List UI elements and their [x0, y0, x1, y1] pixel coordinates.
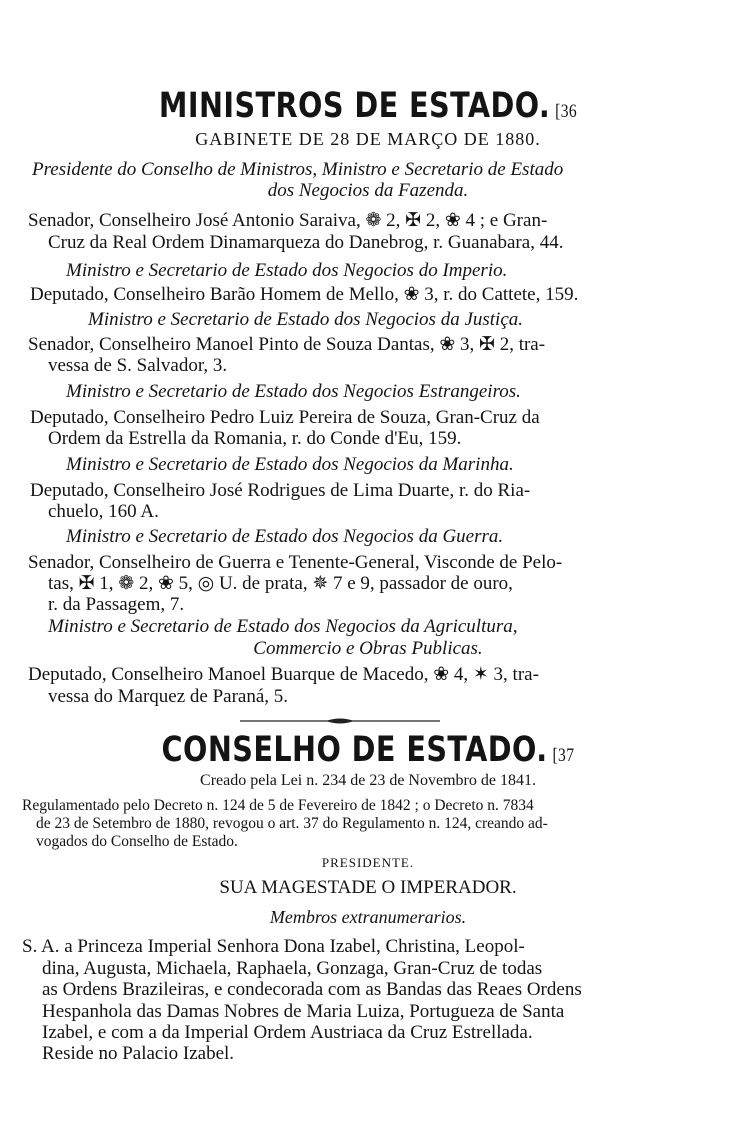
entry-lima-duarte-line2: chuelo, 160 A.	[48, 501, 159, 522]
members-heading: Membros extranumerarios.	[269, 907, 467, 927]
entry-saraiva-line1: Senador, Conselheiro José Antonio Saraiva, ❁ 2, ✠ 2, ❀ 4 ; e Gran-	[28, 210, 548, 231]
member-izabel-line1: S. A. a Princeza Imperial Senhora Dona Izabel, Christina, Leopol-	[22, 936, 525, 957]
section-title-conselho	[66, 730, 670, 770]
entry-pereira-line2: Ordem da Estrella da Romania, r. do Conde d'Eu, 159.	[48, 428, 462, 449]
member-izabel-line2: dina, Augusta, Michaela, Raphaela, Gonzaga, Gran-Cruz de todas	[42, 958, 543, 979]
conselho-title-text: CONSELHO DE ESTADO.	[161, 730, 548, 770]
cabinet-date: GABINETE DE 28 DE MARÇO DE 1880.	[195, 129, 541, 149]
conselho-regulation-line1: Regulamentado pelo Decreto n. 124 de 5 de Fevereiro de 1842 ; o Decreto n. 7834	[22, 797, 534, 814]
entry-pelotas-line1: Senador, Conselheiro de Guerra e Tenente-General, Visconde de Pelo-	[28, 552, 563, 573]
ministros-title-text: MINISTROS DE ESTADO.	[158, 86, 551, 126]
emperor-line: SUA MAGESTADE O IMPERADOR.	[219, 877, 517, 898]
entry-pereira-line1: Deputado, Conselheiro Pedro Luiz Pereira de Souza, Gran-Cruz da	[30, 407, 540, 428]
heading-marinha: Ministro e Secretario de Estado dos Negocios da Marinha.	[66, 454, 514, 475]
entry-dantas-line2: vessa de S. Salvador, 3.	[48, 355, 228, 376]
member-izabel-line4: Hespanhola das Damas Nobres de Maria Luiza, Portugueza de Santa	[42, 1001, 565, 1022]
conselho-created: Creado pela Lei n. 234 de 23 de Novembro de 1841.	[200, 772, 536, 789]
ministros-section-number: [36	[555, 101, 578, 122]
entry-saraiva-line2: Cruz da Real Ordem Dinamarqueza do Danebrog, r. Guanabara, 44.	[48, 232, 564, 253]
conselho-regulation-line3: vogados do Conselho de Estado.	[36, 833, 238, 850]
member-izabel-line3: as Ordens Brazileiras, e condecorada com as Bandas das Reaes Ordens	[42, 979, 582, 1000]
presidente-label: PRESIDENTE.	[321, 855, 415, 870]
heading-fazenda-line2: dos Negocios da Fazenda.	[267, 180, 469, 201]
heading-estrangeiros: Ministro e Secretario de Estado dos Negocios Estrangeiros.	[66, 381, 521, 402]
member-izabel-line5: Izabel, e com a da Imperial Ordem Austriaca da Cruz Estrellada.	[42, 1022, 533, 1043]
entry-buarque-line2: vessa do Marquez de Paraná, 5.	[48, 686, 289, 707]
heading-agricultura-line1: Ministro e Secretario de Estado dos Negocios da Agricultura,	[48, 616, 518, 637]
entry-homem-de-mello: Deputado, Conselheiro Barão Homem de Mello, ❀ 3, r. do Cattete, 159.	[30, 284, 579, 305]
entry-pelotas-line3: r. da Passagem, 7.	[48, 594, 185, 615]
heading-agricultura-line2: Commercio e Obras Publicas.	[253, 638, 483, 659]
heading-fazenda-line1: Presidente do Conselho de Ministros, Ministro e Secretario de Estado	[32, 159, 564, 180]
member-izabel-line6: Reside no Palacio Izabel.	[42, 1043, 235, 1064]
conselho-regulation-line2: de 23 de Setembro de 1880, revogou o art. 37 do Regulamento n. 124, creando ad-	[36, 815, 548, 832]
entry-lima-duarte-line1: Deputado, Conselheiro José Rodrigues de Lima Duarte, r. do Ria-	[30, 480, 531, 501]
entry-dantas-line1: Senador, Conselheiro Manoel Pinto de Souza Dantas, ❀ 3, ✠ 2, tra-	[28, 334, 546, 355]
ornamental-divider	[240, 717, 440, 725]
entry-pelotas-line2: tas, ✠ 1, ❁ 2, ❀ 5, ◎ U. de prata, ✵ 7 e 9, passador de ouro,	[48, 573, 513, 594]
heading-imperio: Ministro e Secretario de Estado dos Negocios do Imperio.	[66, 260, 508, 281]
heading-guerra: Ministro e Secretario de Estado dos Negocios da Guerra.	[66, 526, 504, 547]
heading-justica: Ministro e Secretario de Estado dos Negocios da Justiça.	[88, 309, 524, 330]
conselho-section-number: [37	[552, 745, 575, 766]
entry-buarque-line1: Deputado, Conselheiro Manoel Buarque de Macedo, ❀ 4, ✶ 3, tra-	[28, 664, 539, 685]
section-title-ministros	[66, 86, 670, 126]
